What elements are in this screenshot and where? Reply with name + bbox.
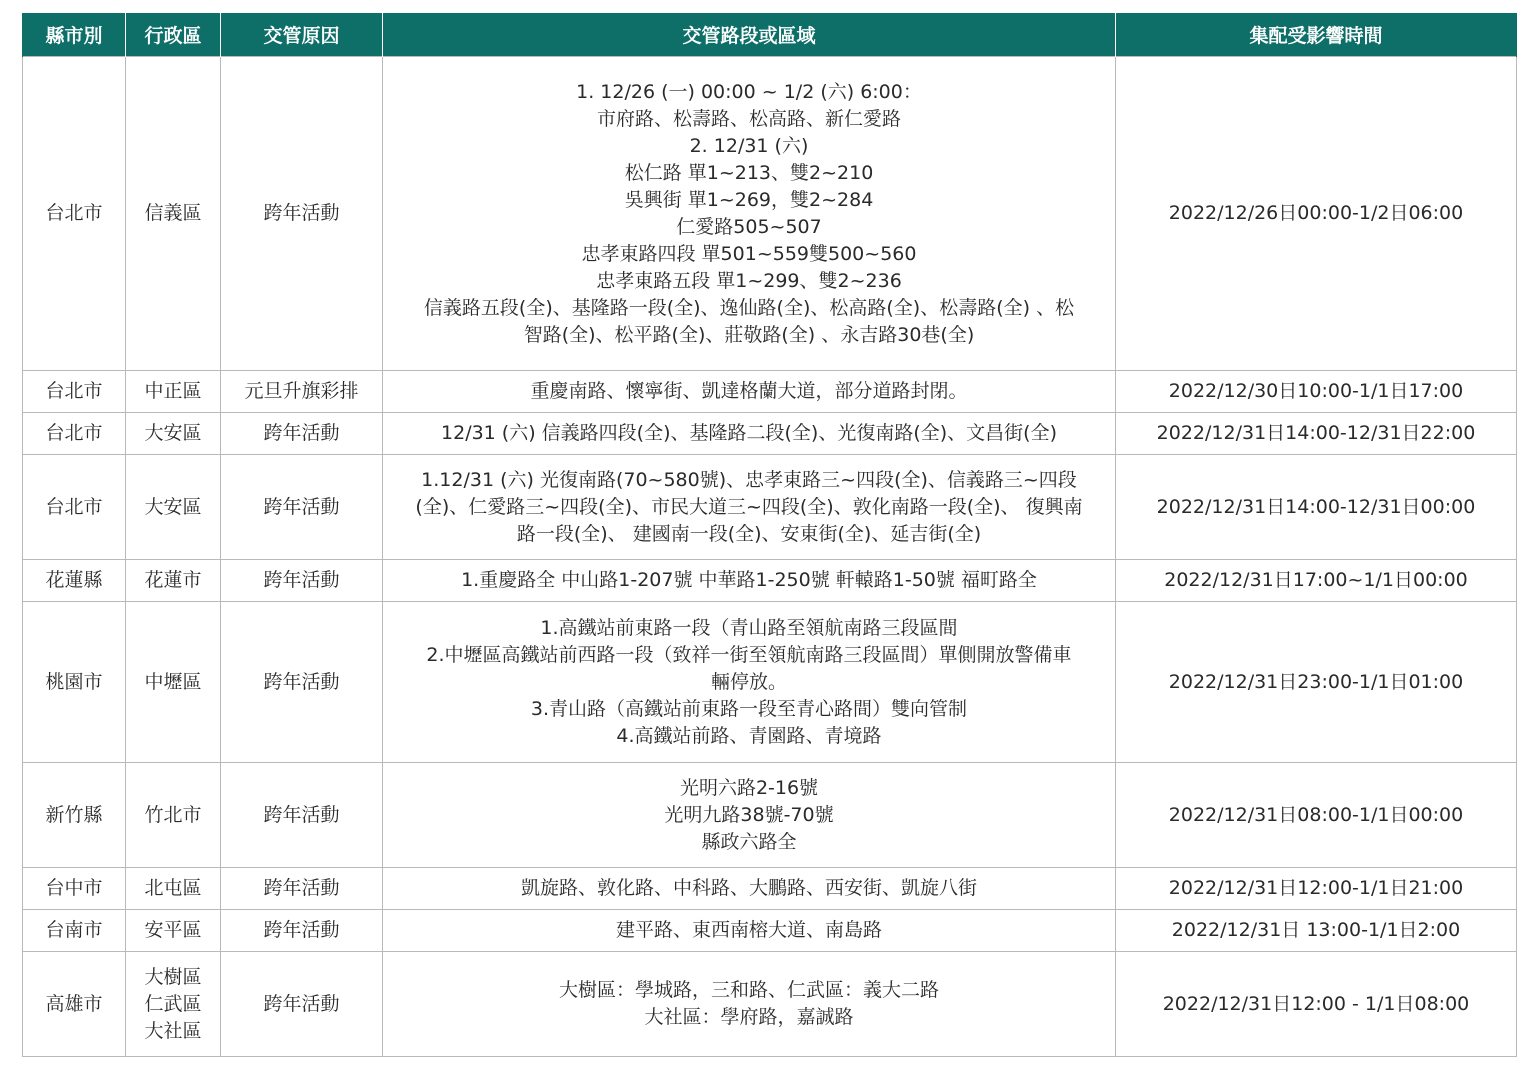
column-header-time: 集配受影響時間 [1116, 13, 1517, 57]
table-row [23, 868, 1517, 910]
section-line: 吳興街 單1~269，雙2~284 [624, 188, 874, 211]
district-line: 大安區 [144, 495, 202, 518]
district-line: 大安區 [144, 422, 202, 444]
district-line: 北屯區 [144, 877, 202, 899]
section-line: 松仁路 單1~213、雙2~210 [624, 161, 874, 184]
cell-county: 新竹縣 [23, 763, 126, 868]
table-row [23, 57, 1517, 371]
table-row [23, 910, 1517, 952]
cell-section [383, 455, 1116, 560]
section-line: 1.12/31 (六) 光復南路(70~580號)、忠孝東路三~四段(全)、信義路三~四段 [421, 468, 1077, 491]
section-line: 凱旋路、敦化路、中科路、大鵬路、西安街、凱旋八街 [520, 877, 977, 899]
section-line: (全)、仁愛路三~四段(全)、市民大道三~四段(全)、敦化南路一段(全)、 復興南 [415, 495, 1083, 518]
cell-reason: 跨年活動 [221, 763, 383, 868]
district-line: 仁武區 [144, 992, 202, 1015]
cell-county: 台北市 [23, 371, 126, 413]
cell-reason: 跨年活動 [221, 413, 383, 455]
table-body [23, 57, 1517, 1057]
column-header-section: 交管路段或區域 [383, 13, 1116, 57]
section-line: 光明六路2-16號 [679, 776, 819, 799]
cell-section [383, 910, 1116, 952]
district-line: 大社區 [144, 1019, 202, 1042]
cell-district [126, 57, 221, 371]
cell-time: 2022/12/31日08:00-1/1日00:00 [1116, 763, 1517, 868]
cell-county: 台北市 [23, 413, 126, 455]
section-line: 輛停放。 [710, 670, 787, 693]
cell-county: 高雄市 [23, 952, 126, 1057]
cell-county: 花蓮縣 [23, 560, 126, 602]
district-line: 信義區 [144, 202, 202, 224]
cell-section [383, 560, 1116, 602]
section-line: 光明九路38號-70號 [664, 803, 834, 826]
table-row [23, 560, 1517, 602]
section-line: 12/31 (六) 信義路四段(全)、基隆路二段(全)、光復南路(全)、文昌街(全) [441, 422, 1057, 444]
section-line: 1.重慶路全 中山路1-207號 中華路1-250號 軒轅路1-50號 福町路全 [461, 569, 1037, 591]
section-line: 市府路、松壽路、松高路、新仁愛路 [596, 107, 901, 130]
section-line: 1.高鐵站前東路一段（青山路至領航南路三段區間 [540, 616, 958, 639]
section-line: 忠孝東路四段 單501~559雙500~560 [581, 242, 917, 265]
district-line: 安平區 [144, 919, 202, 941]
table-row [23, 455, 1517, 560]
cell-section [383, 952, 1116, 1057]
cell-county: 台南市 [23, 910, 126, 952]
table-row [23, 371, 1517, 413]
section-line: 4.高鐵站前路、青園路、青境路 [616, 724, 882, 747]
cell-section [383, 868, 1116, 910]
cell-district [126, 371, 221, 413]
cell-district [126, 868, 221, 910]
cell-district [126, 455, 221, 560]
section-line: 大社區：學府路，嘉誠路 [644, 1006, 854, 1028]
cell-county: 台北市 [23, 57, 126, 371]
section-line: 路一段(全)、 建國南一段(全)、安東街(全)、延吉街(全) [516, 522, 982, 545]
section-line: 2.中壢區高鐵站前西路一段（致祥一街至領航南路三段區間）單側開放警備車 [426, 643, 1072, 666]
cell-time: 2022/12/31日 13:00-1/1日2:00 [1116, 910, 1517, 952]
cell-reason: 跨年活動 [221, 560, 383, 602]
cell-district [126, 952, 221, 1057]
section-line: 3.青山路（高鐵站前東路一段至青心路間）雙向管制 [530, 697, 968, 720]
cell-district [126, 602, 221, 763]
district-line: 竹北市 [144, 803, 202, 826]
section-line: 忠孝東路五段 單1~299、雙2~236 [596, 269, 902, 292]
section-line: 2. 12/31 (六) [689, 134, 809, 157]
cell-district [126, 763, 221, 868]
cell-time: 2022/12/30日10:00-1/1日17:00 [1116, 371, 1517, 413]
cell-reason: 跨年活動 [221, 455, 383, 560]
section-line: 縣政六路全 [701, 830, 797, 853]
table-row [23, 763, 1517, 868]
cell-time: 2022/12/31日17:00~1/1日00:00 [1116, 560, 1517, 602]
cell-reason: 跨年活動 [221, 868, 383, 910]
cell-time: 2022/12/26日00:00-1/2日06:00 [1116, 57, 1517, 371]
traffic-control-table [22, 13, 1517, 1057]
cell-county: 台北市 [23, 455, 126, 560]
district-line: 中正區 [144, 380, 202, 402]
cell-section [383, 413, 1116, 455]
table-header [23, 13, 1517, 57]
table-row [23, 413, 1517, 455]
section-line: 重慶南路、懷寧街、凱達格蘭大道，部分道路封閉。 [530, 380, 968, 402]
traffic-control-table-container [22, 13, 1516, 1057]
district-line: 花蓮市 [144, 569, 202, 591]
section-line: 1. 12/26 (一) 00:00 ~ 1/2 (六) 6:00： [576, 80, 922, 103]
cell-section [383, 763, 1116, 868]
cell-reason: 跨年活動 [221, 602, 383, 763]
cell-time: 2022/12/31日23:00-1/1日01:00 [1116, 602, 1517, 763]
cell-time: 2022/12/31日14:00-12/31日22:00 [1116, 413, 1517, 455]
table-row [23, 602, 1517, 763]
cell-time: 2022/12/31日12:00-1/1日21:00 [1116, 868, 1517, 910]
section-line: 大樹區：學城路，三和路、仁武區：義大二路 [558, 979, 939, 1001]
cell-county: 台中市 [23, 868, 126, 910]
cell-time: 2022/12/31日14:00-12/31日00:00 [1116, 455, 1517, 560]
cell-reason: 跨年活動 [221, 57, 383, 371]
district-line: 大樹區 [144, 965, 202, 988]
cell-section [383, 371, 1116, 413]
section-line: 建平路、東西南榕大道、南島路 [615, 919, 882, 941]
cell-district [126, 560, 221, 602]
column-header-reason: 交管原因 [221, 13, 383, 57]
cell-district [126, 413, 221, 455]
column-header-district: 行政區 [126, 13, 221, 57]
cell-section [383, 57, 1116, 371]
section-line: 智路(全)、松平路(全)、莊敬路(全) 、永吉路30巷(全) [523, 323, 975, 346]
section-line: 仁愛路505~507 [676, 215, 822, 238]
header-row [23, 13, 1517, 57]
column-header-county: 縣市別 [23, 13, 126, 57]
cell-reason: 跨年活動 [221, 952, 383, 1057]
table-row [23, 952, 1517, 1057]
district-line: 中壢區 [144, 670, 202, 693]
cell-county: 桃園市 [23, 602, 126, 763]
cell-section [383, 602, 1116, 763]
section-line: 信義路五段(全)、基隆路一段(全)、逸仙路(全)、松高路(全)、松壽路(全) 、松 [423, 296, 1075, 319]
cell-reason: 跨年活動 [221, 910, 383, 952]
cell-reason: 元旦升旗彩排 [221, 371, 383, 413]
cell-district [126, 910, 221, 952]
cell-time: 2022/12/31日12:00 - 1/1日08:00 [1116, 952, 1517, 1057]
